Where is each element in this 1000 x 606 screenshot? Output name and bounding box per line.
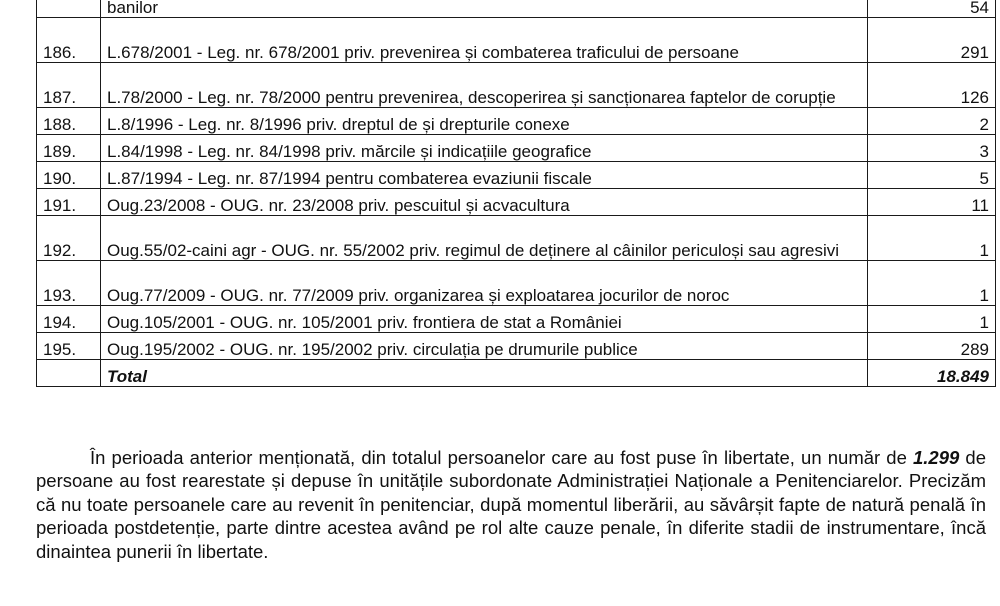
row-number: 190. (37, 162, 101, 189)
total-label: Total (101, 360, 868, 387)
table-row (37, 63, 996, 108)
row-value: 54 (868, 0, 996, 18)
rearrested-count: 1.299 (913, 447, 960, 468)
row-description: L.78/2000 - Leg. nr. 78/2000 pentru prevenirea, descoperirea și sancționarea faptelor de corupție (101, 63, 868, 108)
row-description: L.8/1996 - Leg. nr. 8/1996 priv. dreptul de și drepturile conexe (101, 108, 868, 135)
row-value: 1 (868, 261, 996, 306)
row-value: 1 (868, 306, 996, 333)
table-row (37, 108, 996, 135)
row-number: 187. (37, 63, 101, 108)
table-row (37, 0, 996, 18)
row-value: 289 (868, 333, 996, 360)
row-description: L.678/2001 - Leg. nr. 678/2001 priv. prevenirea și combaterea traficului de persoane (101, 18, 868, 63)
row-description: L.84/1998 - Leg. nr. 84/1998 priv. mărcile și indicațiile geografice (101, 135, 868, 162)
row-value: 1 (868, 216, 996, 261)
row-description: Oug.105/2001 - OUG. nr. 105/2001 priv. frontiera de stat a României (101, 306, 868, 333)
row-description: banilor (101, 0, 868, 18)
row-number: 194. (37, 306, 101, 333)
row-number: 191. (37, 189, 101, 216)
body-paragraph (36, 446, 986, 563)
table-row (37, 18, 996, 63)
table-row (37, 135, 996, 162)
table-row (37, 261, 996, 306)
paragraph-text-continued: de persoane au fost rearestate și depuse în unitățile subordonate Administrației Naționale a Penitenciarelor. Precizăm că nu toate persoanele care au revenit în penitenciar, după momentul liberării, au săvârșit fapte de natură penală în perioada postdetenție, parte dintre acestea având pe rol alte cauze penale, în diferite stadii de instrumentare, încă dinaintea punerii în libertate. (36, 447, 986, 562)
row-value: 3 (868, 135, 996, 162)
table-row (37, 306, 996, 333)
row-number: 186. (37, 18, 101, 63)
statistics-table (36, 0, 996, 387)
row-number: 192. (37, 216, 101, 261)
paragraph-text: În perioada anterior menționată, din totalul persoanelor care au fost puse în libertate, un număr de (90, 447, 913, 468)
row-value: 291 (868, 18, 996, 63)
row-description: L.87/1994 - Leg. nr. 87/1994 pentru combaterea evaziunii fiscale (101, 162, 868, 189)
row-number: 195. (37, 333, 101, 360)
table-row (37, 333, 996, 360)
total-value: 18.849 (868, 360, 996, 387)
row-value: 126 (868, 63, 996, 108)
table-row (37, 162, 996, 189)
row-description: Oug.55/02-caini agr - OUG. nr. 55/2002 priv. regimul de deținere al câinilor periculoși sau agresivi (101, 216, 868, 261)
row-number: 193. (37, 261, 101, 306)
row-description: Oug.23/2008 - OUG. nr. 23/2008 priv. pescuitul și acvacultura (101, 189, 868, 216)
table-row (37, 216, 996, 261)
row-number (37, 0, 101, 18)
total-row (37, 360, 996, 387)
row-description: Oug.77/2009 - OUG. nr. 77/2009 priv. organizarea și exploatarea jocurilor de noroc (101, 261, 868, 306)
row-number: 188. (37, 108, 101, 135)
row-value: 5 (868, 162, 996, 189)
row-value: 2 (868, 108, 996, 135)
table-row (37, 189, 996, 216)
row-number: 189. (37, 135, 101, 162)
row-description: Oug.195/2002 - OUG. nr. 195/2002 priv. circulația pe drumurile publice (101, 333, 868, 360)
row-value: 11 (868, 189, 996, 216)
row-number (37, 360, 101, 387)
